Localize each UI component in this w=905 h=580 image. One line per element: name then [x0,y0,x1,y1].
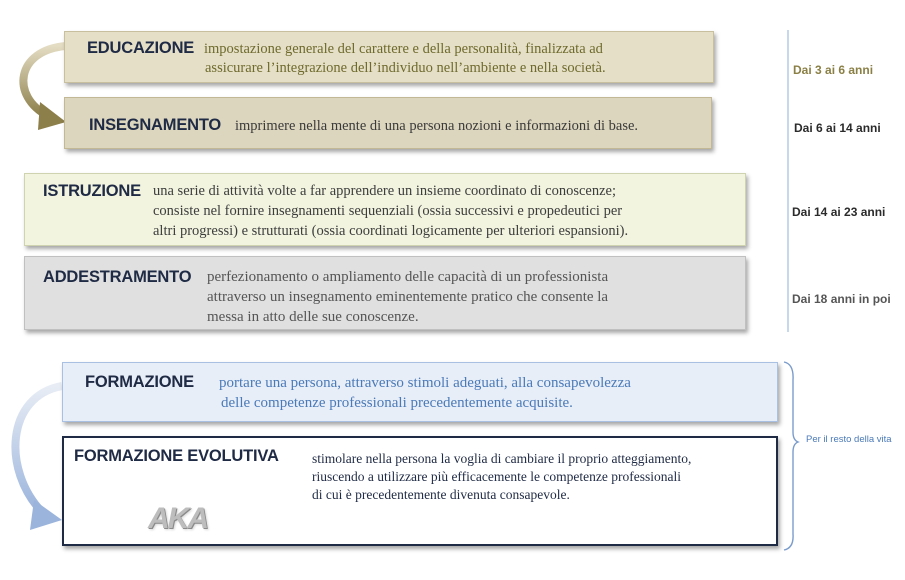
aka-logo: AKA [148,502,207,535]
stage-desc-istruzione-line3: altri progressi) e strutturati (ossia coordinati logicamente per ulteriori espansioni). [153,223,629,239]
stage-desc-addestramento-line3: messa in atto delle sue conoscenze. [207,309,419,325]
formation-desc-evolutiva-line2: riuscendo a utilizzare più efficacemente le competenze professionali [312,469,681,484]
age-formazione: Per il resto della vita [806,434,892,445]
stage-term-addestramento: ADDESTRAMENTO [43,268,192,286]
curved-arrow-formazione-evolutiva [15,386,62,530]
formation-term-evolutiva: FORMAZIONE EVOLUTIVA [74,447,279,465]
stage-desc-insegnamento-line1: imprimere nella mente di una persona nozioni e informazioni di base. [235,118,639,134]
stage-desc-educazione-line1: impostazione generale del carattere e della personalità, finalizzata ad [204,41,603,57]
stage-term-istruzione: ISTRUZIONE [43,182,141,200]
stage-desc-addestramento-line2: attraverso un insegnamento eminentemente pratico che consente la [207,289,609,305]
age-insegnamento: Dai 6 ai 14 anni [794,121,881,135]
stage-box-istruzione [24,173,746,246]
brace-formazione [784,362,798,550]
formation-desc-evolutiva-line1: stimolare nella persona la voglia di cambiare il proprio atteggiamento, [312,451,692,466]
age-istruzione: Dai 14 ai 23 anni [792,205,886,219]
formation-desc-formazione-line1: portare una persona, attraverso stimoli adeguati, alla consapevolezza [219,375,631,391]
curved-arrow-educazione-insegnamento [23,46,66,130]
stage-box-educazione [64,31,714,83]
stage-desc-educazione-line2: assicurare l’integrazione dell’individuo nell’ambiente e nella società. [205,60,606,76]
formation-desc-evolutiva-line3: di cui è precedentemente divenuta consapevole. [312,487,570,502]
stage-desc-istruzione-line2: consiste nel fornire insegnamenti sequenziali (ossia successivi e propedeutici per [153,203,623,219]
stage-desc-istruzione-line1: una serie di attività volte a far apprendere un insieme coordinato di conoscenze; [153,183,617,199]
formation-box-evolutiva [62,436,778,546]
stage-term-educazione: EDUCAZIONE [87,39,195,57]
stage-box-insegnamento [64,97,712,149]
age-educazione: Dai 3 ai 6 anni [793,63,874,77]
formation-term-formazione: FORMAZIONE [85,373,194,391]
formation-box-formazione [62,362,778,422]
stage-box-addestramento [24,256,746,330]
stage-term-insegnamento: INSEGNAMENTO [89,116,222,134]
age-addestramento: Dai 18 anni in poi [792,292,891,306]
stage-desc-addestramento-line1: perfezionamento o ampliamento delle capacità di un professionista [207,269,609,285]
formation-desc-formazione-line2: delle competenze professionali precedentemente acquisite. [221,395,573,411]
